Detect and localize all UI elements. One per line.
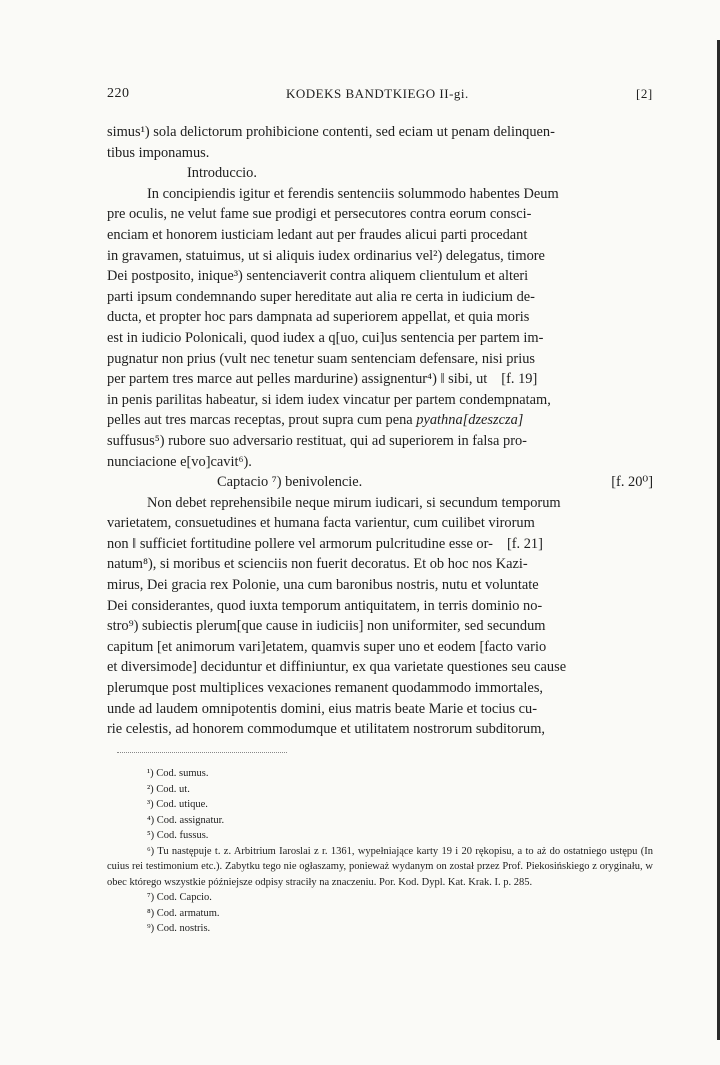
- text-line: unde ad laudem omnipotentis domini, eius matris beate Marie et tocius cu-: [107, 700, 538, 717]
- footnote-separator: [117, 752, 287, 753]
- text-line: rie celestis, ad honorem commodumque et utilitatem nostrorum subditorum,: [107, 721, 546, 738]
- text-line: mirus, Dei gracia rex Polonie, una cum baronibus nostris, nutu et voluntate: [107, 577, 539, 594]
- folio-reference: [f. 19]: [501, 371, 538, 388]
- text-line: enciam et honorem iusticiam ledant aut per fraudes alicui parti procedant: [107, 226, 528, 243]
- page-marker: [2]: [636, 86, 653, 101]
- section-heading-row: [107, 472, 653, 493]
- footnote: ⁷) Cod. Capcio.: [147, 892, 212, 903]
- text-line-content: pelles aut tres marcas receptas, prout supra cum pena: [107, 412, 417, 429]
- text-line: varietatem, consuetudines et humana facta varientur, cum cuilibet virorum: [107, 515, 535, 532]
- text-line: est in iudicio Polonicali, quod iudex a q[uo, cui]us sentencia per partem im-: [107, 329, 544, 346]
- text-line: et diversimode] deciduntur et diffiniuntur, ex qua varietate questiones seu cause: [107, 659, 567, 676]
- text-line: tibus imponamus.: [107, 144, 210, 161]
- text-line: Non debet reprehensibile neque mirum iudicari, si secundum temporum: [147, 494, 561, 511]
- italic-term: pyathna[dzeszcza]: [416, 412, 524, 429]
- folio-reference: [f. 21]: [506, 535, 543, 552]
- folio-reference: [f. 20⁰]: [611, 474, 653, 491]
- text-line: in gravamen, statuimus, ut si aliquis iudex ordinarius vel²) delegatus, timore: [107, 247, 545, 264]
- text-line: pre oculis, ne velut fame sue prodigi et persecutores contra eorum consci-: [107, 206, 532, 223]
- text-line: simus¹) sola delictorum prohibicione contenti, sed eciam ut penam delinquen-: [107, 124, 555, 140]
- text-line: capitum [et animorum vari]etatem, quamvis super uno et eodem [facto vario: [107, 638, 547, 655]
- text-line: [107, 410, 653, 431]
- main-text: [107, 122, 653, 740]
- footnote: ⁵) Cod. fussus.: [147, 830, 209, 841]
- footnote: ⁶) Tu następuje t. z. Arbitrium Iaroslai z r. 1361, wypełniające karty 19 i 20 rękopisu, a to aż do ostatniego ustępu (In cuius rei testimonium etc.). Zabytku tego nie ogłaszamy, ponieważ wydanym on został przez Prof. Piekosińskiego z oryginału, w obec którego wszystkie późniejsze odpisy straciły na znaczeniu. Por. Kod. Dypl. Kat. Krak. I. p. 285.: [107, 845, 653, 888]
- page-number: 220: [107, 86, 130, 101]
- text-line-content: non ‖ sufficiet fortitudine pollere vel armorum pulcritudine esse or-: [107, 535, 493, 552]
- text-line: parti ipsum condemnando super hereditate aut alia re certa in iudicium de-: [107, 288, 535, 305]
- section-heading-captacio: Captacio ⁷) benivolencie.: [217, 474, 363, 491]
- text-line-content: per partem tres marce aut pelles mardurine) assignentur⁴) ‖ sibi, ut: [107, 371, 488, 388]
- section-heading-introduccio: Introduccio.: [187, 165, 257, 182]
- footnotes: [107, 766, 653, 937]
- text-line: suffusus⁵) rubore suo adversario restituat, qui ad superiorem in falsa pro-: [107, 432, 527, 449]
- text-line: pugnatur non prius (vult nec tenetur suam sentenciam defensare, nisi prius: [107, 350, 536, 367]
- footnote: ⁴) Cod. assignatur.: [147, 814, 225, 826]
- text-line: stro⁹) subiectis plerum[que cause in iudiciis] non uniformiter, sed secundum: [107, 618, 546, 635]
- text-line: [107, 534, 653, 555]
- footnote: ⁸) Cod. armatum.: [147, 907, 220, 919]
- text-line: in penis parilitas habeatur, si idem iudex vincatur per partem condempnatam,: [107, 391, 551, 408]
- text-line: In concipiendis igitur et ferendis sentenciis solummodo habentes Deum: [147, 185, 559, 202]
- text-line: ducta, et propter hoc pars dampnata ad superiorem appellat, et quia moris: [107, 309, 530, 326]
- text-line: natum⁸), si moribus et scienciis non fuerit decoratus. Et ob hoc nos Kazi-: [107, 556, 528, 573]
- footnote: ⁹) Cod. nostris.: [147, 923, 211, 934]
- text-line: Dei considerantes, quod iuxta temporum antiquitatem, in terris dominio no-: [107, 597, 543, 614]
- text-line: plerumque post multiplices vexaciones remanent quodammodo immortales,: [107, 680, 544, 697]
- footnote: ¹) Cod. sumus.: [147, 768, 209, 779]
- text-line: Dei postposito, inique³) sentenciaverit contra aliquem clientulum et alteri: [107, 268, 529, 285]
- running-title: KODEKS BANDTKIEGO II-gi.: [286, 86, 469, 101]
- text-line: nunciacione e[vo]cavit⁶).: [107, 453, 252, 470]
- footnote: ³) Cod. utique.: [147, 799, 208, 810]
- text-line: [107, 369, 653, 390]
- footnote: ²) Cod. ut.: [147, 783, 190, 795]
